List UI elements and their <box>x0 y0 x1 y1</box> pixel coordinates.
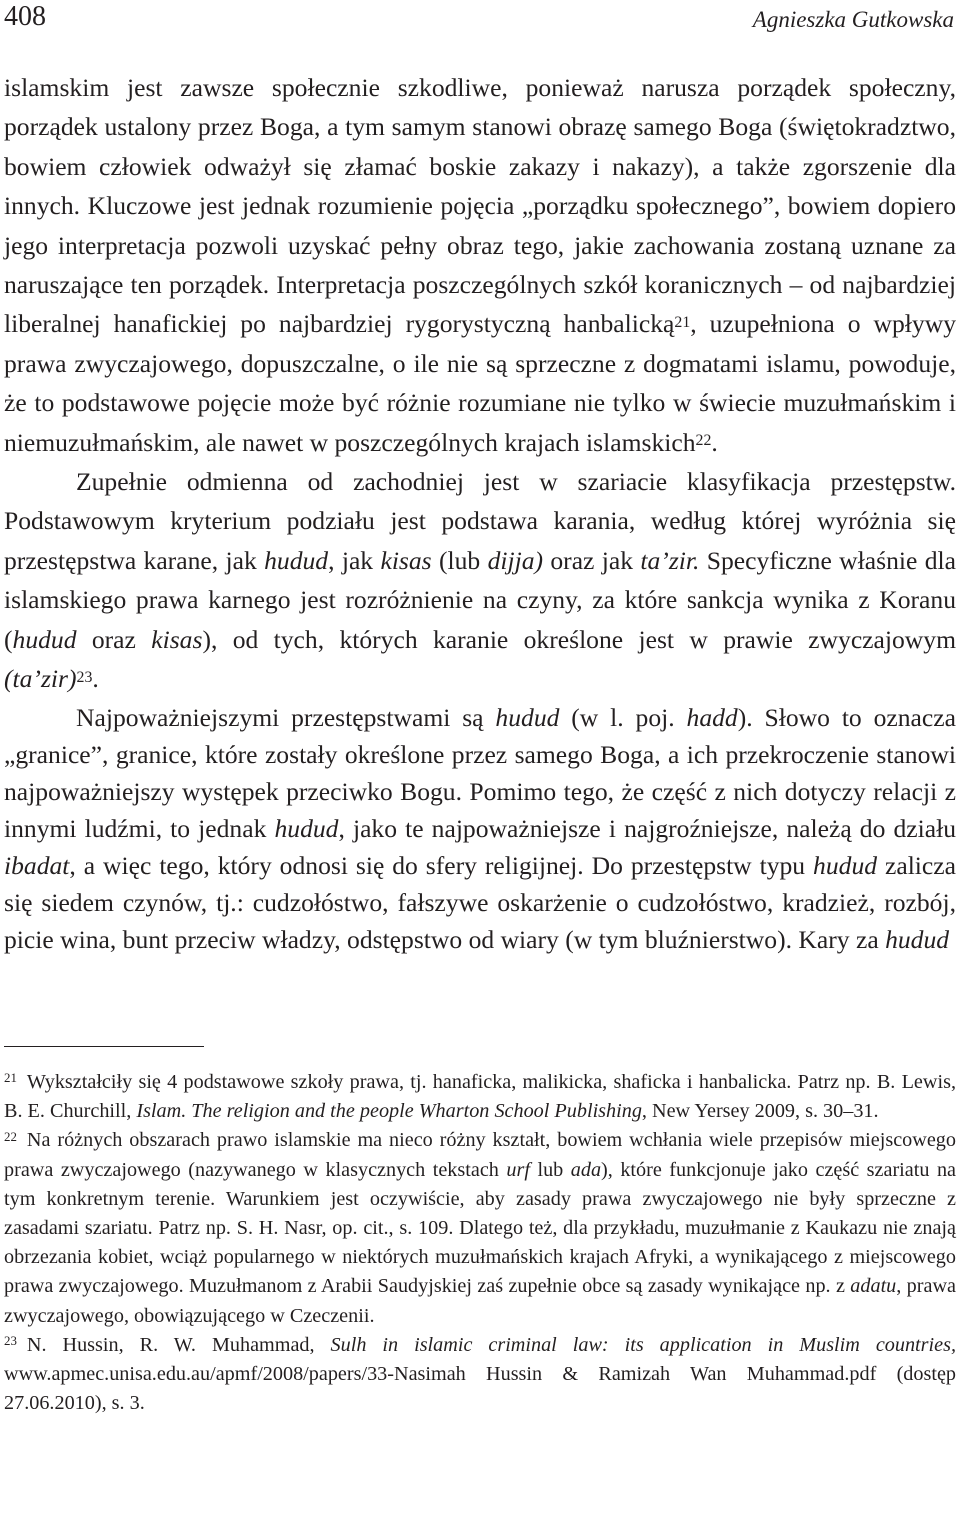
text-run: Zupełnie odmienna od zachodniej jest w szariacie klasyfikacja przestępstw. Podstawowym kryterium podziału jest podstawa karania, według której wyróżnia się przestępstwa karane, jak <box>4 467 956 575</box>
italic-term: hudud <box>813 850 878 880</box>
text-run: Najpoważniejszymi przestępstwami są <box>76 702 496 732</box>
paragraph-continuation <box>4 68 956 462</box>
italic-term: hudud <box>495 702 560 732</box>
text-run: ), które funkcjonuje jako część szariatu na tym konkretnym terenie. Warunkiem jest oczywiście, aby zasady prawa zwyczajowego nie były sprzeczne z zasadami szariatu. Patrz np. S. H. Nasr, op. cit., s. 109. Dlatego też, dla przykładu, muzułmanie z Kaukazu nie znają obrzezania kobiet, wciąż popularnego w niektórych muzułmańskich krajach Afryki, a wynikającego z miejscowego prawa zwyczajowego. Muzułmanom z Arabii Saudyjskiej zaś zupełnie obce są zasady wynikające np. z <box>4 1158 957 1298</box>
footnote-reference: 21 <box>674 313 691 331</box>
text-run: Specyficzne właśnie dla islamskiego prawa karnego jest rozróżnienie na czyny, za które sankcja wynika z Koranu ( <box>4 545 956 654</box>
text-run: islamskim jest zawsze społecznie szkodliwe, ponieważ narusza porządek społeczny, porządek ustalony przez Boga, a tym samym stanowi obrazę samego Boga (świętokradztwo, bowiem człowiek odważył się złamać boskie zakazy i nakazy), a także zgorszenie dla innych. Kluczowe jest jednak rozumienie pojęcia „porządku społecznego”, bowiem dopiero jego interpretacja pozwoli uzyskać pełny obraz tego, jakie zachowania zostaną uznane za naruszające ten porządek. Interpretacja poszczególnych szkół koranicznych – od najbardziej liberalnej hanafickiej po najbardziej rygorystyczną hanbalicką <box>4 73 956 339</box>
footnotes <box>4 1068 956 1418</box>
text-run: Wykształciły się 4 podstawowe szkoły prawa, tj. hanaficka, malikicka, shaficka i hanbalicka. Patrz np. B. Lewis, B. E. Churchill, <box>4 1071 956 1123</box>
footnote-reference: 23 <box>76 668 93 686</box>
text-run: ). Słowo to oznacza „granice”, granice, które zostały określone przez samego Boga, a ich przekroczenie stanowi najpoważniejszy występek przeciwko Bogu. Pomimo tego, że część z nich dotyczy relacji z innymi ludźmi, to jednak <box>4 702 956 843</box>
text-run: , jak <box>328 545 381 575</box>
text-run: zalicza się siedem czynów, tj.: cudzołóstwo, fałszywe oskarżenie o cudzołóstwo, kradzież, rozbój, picie wina, bunt przeciw władzy, odstępstwo od wiary (w tym bluźnierstwo). Kary za <box>4 850 956 954</box>
italic-term: ibadat <box>4 850 70 880</box>
italic-term: Sulh in islamic criminal law: its application in Muslim countries, <box>330 1333 956 1356</box>
text-run: , New Yersey 2009, s. 30–31. <box>641 1100 879 1123</box>
italic-term: ada <box>570 1158 602 1181</box>
page-header <box>0 0 960 40</box>
text-run: oraz jak <box>543 545 641 575</box>
text-run: oraz <box>76 624 152 654</box>
italic-term: hudud <box>274 813 339 843</box>
italic-term: hudud <box>264 545 329 575</box>
text-run: N. Hussin, R. W. Muhammad, <box>26 1333 331 1356</box>
footnote-23 <box>4 1331 956 1419</box>
footnote-number: 23 <box>4 1333 17 1349</box>
italic-term: Islam. The religion and the people Wharton School Publishing <box>136 1100 642 1123</box>
italic-term: hadd <box>686 702 738 732</box>
running-head-author: Agnieszka Gutkowska <box>752 7 954 32</box>
body-text <box>4 68 956 958</box>
text-run: lub <box>529 1158 571 1181</box>
text-run: www.apmec.unisa.edu.au/apmf/2008/papers/33-Nasimah Hussin & Ramizah Wan Muhammad.pdf (dostęp 27.06.2010), s. 3. <box>4 1363 956 1415</box>
text-run: (lub <box>431 545 488 575</box>
footnote-reference: 22 <box>695 432 712 450</box>
footnote-22 <box>4 1126 956 1330</box>
text-run: ), od tych, których karanie określone jest w prawie zwyczajowym <box>202 624 956 654</box>
text-run: , prawa zwyczajowego, obowiązującego w Czeczenii. <box>4 1275 956 1327</box>
footnote-separator <box>4 1046 204 1047</box>
italic-term: adatu <box>850 1275 897 1298</box>
footnote-number: 21 <box>4 1070 17 1086</box>
italic-term: kisas <box>380 545 432 575</box>
page-number: 408 <box>4 1 46 32</box>
paragraph-hudud <box>4 699 956 958</box>
text-run: . <box>92 664 99 694</box>
text-run: . <box>711 427 718 457</box>
italic-term: kisas <box>151 624 203 654</box>
text-run: , uzupełniona o wpływy prawa zwyczajowego, dopuszczalne, o ile nie są sprzeczne z dogmatami islamu, powoduje, że to podstawowe pojęcie może być różnie rozumiane nie tylko w świecie muzułmańskim i niemuzułmańskim, ale nawet w poszczególnych krajach islamskich <box>4 309 956 457</box>
italic-term: hudud <box>885 924 950 954</box>
text-run: , a więc tego, który odnosi się do sfery religijnej. Do przestępstw typu <box>69 850 814 880</box>
italic-term: (ta’zir) <box>4 664 77 694</box>
italic-term: urf <box>506 1158 530 1181</box>
footnote-number: 22 <box>4 1128 17 1144</box>
text-run: Na różnych obszarach prawo islamskie ma nieco różny kształt, bowiem wchłania wiele przepisów miejscowego prawa zwyczajowego (nazywanego w klasycznych tekstach <box>4 1129 956 1181</box>
italic-term: ta’zir. <box>640 545 700 575</box>
italic-term: hudud <box>12 624 77 654</box>
paragraph-crime-classification <box>4 462 956 698</box>
text-run: (w l. poj. <box>559 702 687 732</box>
footnote-21 <box>4 1068 956 1126</box>
italic-term: dijja) <box>487 545 544 575</box>
text-run: , jako te najpoważniejsze i najgroźniejsze, należą do działu <box>338 813 956 843</box>
